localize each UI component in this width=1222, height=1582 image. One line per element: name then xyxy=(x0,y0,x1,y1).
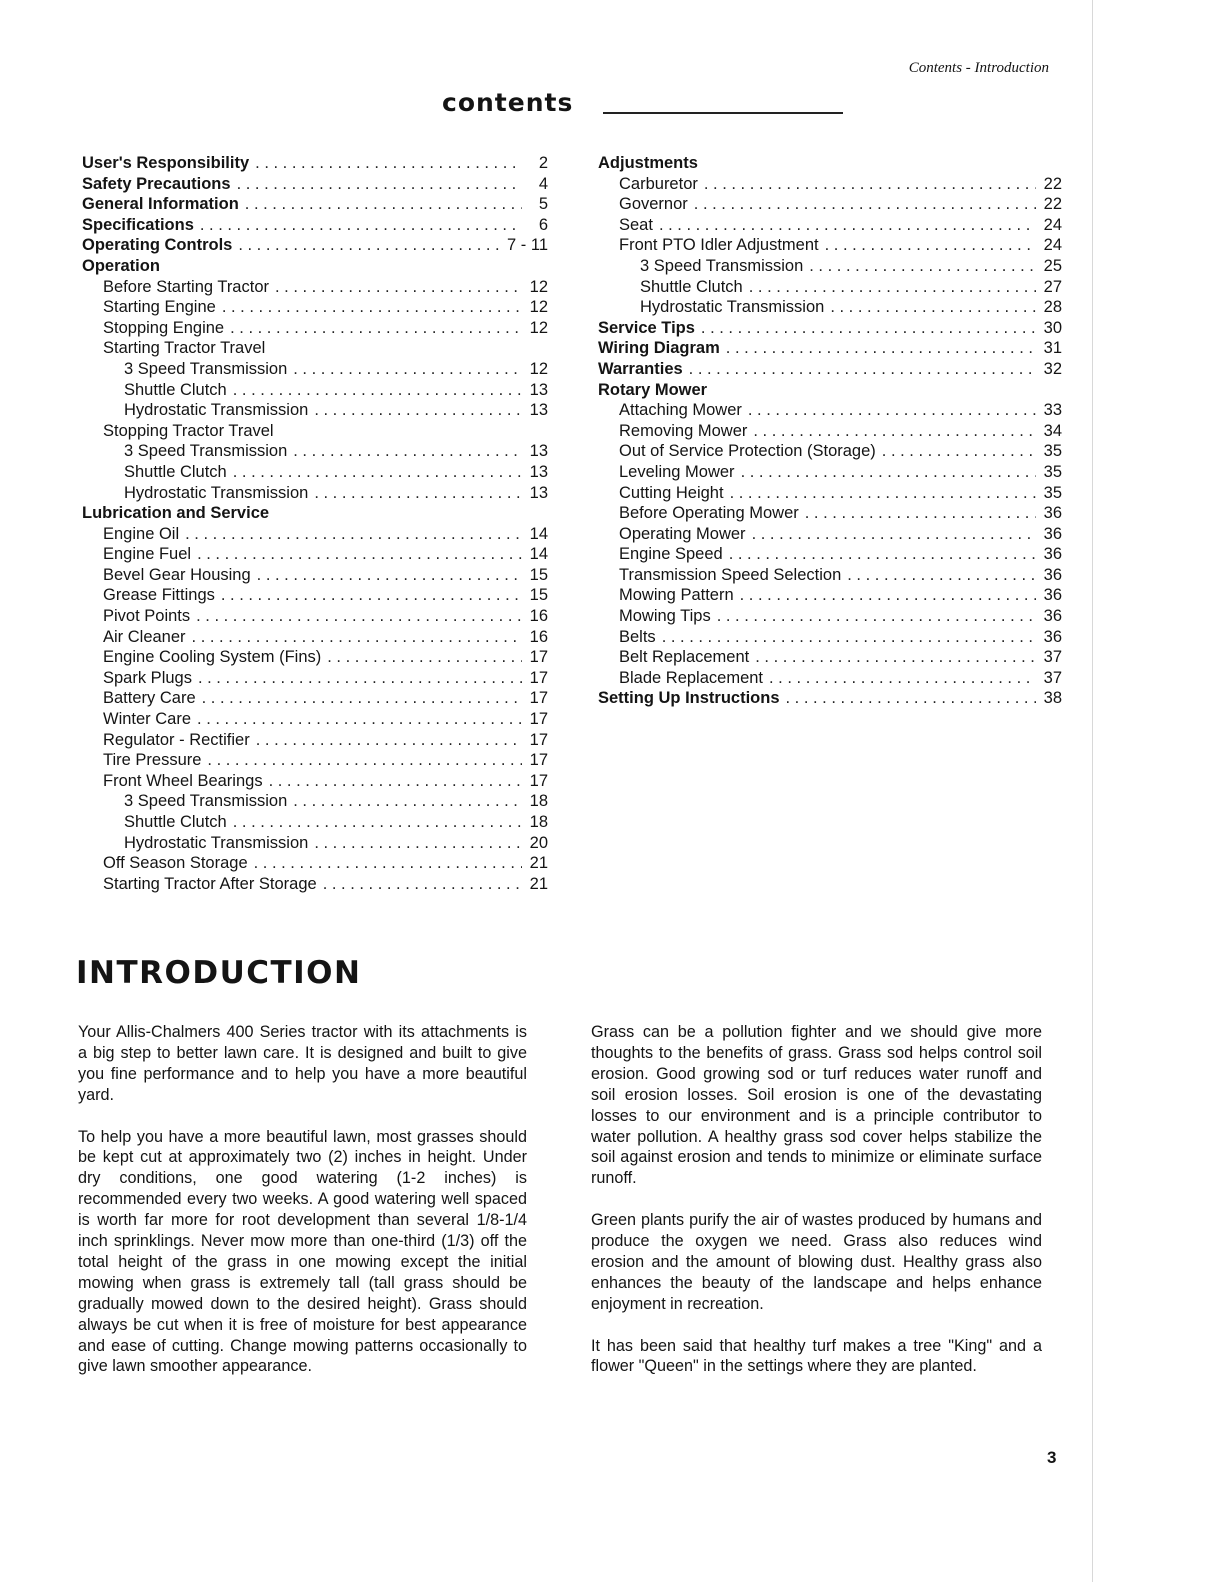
toc-entry xyxy=(598,235,1062,256)
toc-entry-title: Belt Replacement xyxy=(619,648,750,667)
toc-entry-title: Front PTO Idler Adjustment xyxy=(619,236,819,255)
toc-entry-page: 18 xyxy=(529,792,548,811)
toc-entry-page: 32 xyxy=(1043,359,1062,378)
toc-entry-title: General Information xyxy=(82,195,239,214)
toc-entry-page: 17 xyxy=(529,689,548,708)
toc-entry-title: 3 Speed Transmission xyxy=(640,256,804,275)
toc-entry-title: Hydrostatic Transmission xyxy=(124,483,309,502)
toc-entry-page: 36 xyxy=(1043,627,1062,646)
toc-entry-title: Removing Mower xyxy=(619,421,748,440)
toc-dot-leader xyxy=(233,380,522,401)
toc-entry xyxy=(82,524,548,545)
toc-entry-page: 36 xyxy=(1043,586,1062,605)
toc-dot-leader xyxy=(237,174,522,195)
toc-entry-title: Mowing Pattern xyxy=(619,586,734,605)
toc-entry-title: Governor xyxy=(619,195,688,214)
running-header: Contents - Introduction xyxy=(908,60,1049,76)
toc-entry xyxy=(82,627,548,648)
toc-entry-title: Rotary Mower xyxy=(598,380,708,399)
toc-entry-page: 30 xyxy=(1043,318,1062,337)
toc-entry-title: Warranties xyxy=(598,359,683,378)
toc-entry xyxy=(598,297,1062,318)
toc-dot-leader xyxy=(748,400,1036,421)
toc-entry xyxy=(82,318,548,339)
intro-paragraph: To help you have a more beautiful lawn, most grasses should be kept cut at approximately two (2) inches in height. Under dry conditions, one good watering (1-2 inches) is recommended every two weeks. A good watering well spaced is worth far more for root development than several 1/8-1/4 inch sprinklings. Never mow more than one-third (1/3) off the total height of the grass in one mowing except the initial mowing when grass is extremely tall (tall grass should be gradually mowed down to the desired height). Grass should always be cut when it is free of moisture for best appearance and ease of cutting. Change mowing patterns occasionally to give lawn smoother appearance. xyxy=(78,1127,527,1376)
toc-dot-leader xyxy=(254,853,522,874)
toc-dot-leader xyxy=(269,771,522,792)
toc-entry-page: 37 xyxy=(1043,668,1062,687)
toc-entry-page: 38 xyxy=(1043,689,1062,708)
toc-entry-page: 17 xyxy=(529,751,548,770)
toc-entry-page: 24 xyxy=(1043,215,1062,234)
toc-entry xyxy=(82,730,548,751)
toc-entry-page: 7 - 11 xyxy=(507,236,548,255)
toc-entry-page: 13 xyxy=(529,483,548,502)
toc-dot-leader xyxy=(830,297,1036,318)
toc-entry-page: 35 xyxy=(1043,483,1062,502)
toc-entry xyxy=(82,153,548,174)
toc-entry-page: 17 xyxy=(529,730,548,749)
toc-dot-leader xyxy=(749,277,1036,298)
toc-entry-title: Service Tips xyxy=(598,318,695,337)
toc-entry-title: Shuttle Clutch xyxy=(124,380,227,399)
toc-entry xyxy=(598,338,1062,359)
toc-entry xyxy=(82,215,548,236)
toc-entry xyxy=(82,235,548,256)
toc-entry-page: 17 xyxy=(529,668,548,687)
toc-dot-leader xyxy=(202,688,522,709)
toc-dot-leader xyxy=(230,318,522,339)
toc-entry-title: 3 Speed Transmission xyxy=(124,442,288,461)
toc-entry-title: Setting Up Instructions xyxy=(598,689,780,708)
toc-entry xyxy=(598,565,1062,586)
toc-entry-page: 15 xyxy=(529,586,548,605)
toc-dot-leader xyxy=(805,503,1036,524)
toc-entry-title: Engine Oil xyxy=(103,524,180,543)
toc-entry xyxy=(82,400,548,421)
toc-entry-title: Seat xyxy=(619,215,653,234)
toc-entry-title: User's Responsibility xyxy=(82,154,250,172)
toc-entry-title: Shuttle Clutch xyxy=(124,462,227,481)
toc-entry-page: 36 xyxy=(1043,607,1062,626)
toc-entry-title: Leveling Mower xyxy=(619,462,735,481)
intro-paragraph: Grass can be a pollution fighter and we should give more thoughts to the benefits of grass. Grass sod helps control soil erosion. Good growing sod or turf reduces water runoff and soil erosion losses. Soil erosion is one of the devastating losses to our environment and is a principle contributor to water pollution. A healthy grass sod cover helps stabilize the soil against erosion and tends to minimize or eliminate surface runoff. xyxy=(591,1023,1042,1188)
toc-entry-title: Lubrication and Service xyxy=(82,504,270,523)
toc-dot-leader xyxy=(197,544,522,565)
toc-dot-leader xyxy=(196,606,522,627)
toc-dot-leader xyxy=(717,606,1036,627)
toc-entry-page: 36 xyxy=(1043,524,1062,543)
toc-entry xyxy=(82,709,548,730)
toc-entry xyxy=(82,277,548,298)
toc-dot-leader xyxy=(222,297,522,318)
toc-entry-page: 12 xyxy=(529,277,548,296)
toc-entry-page: 12 xyxy=(529,359,548,378)
toc-dot-leader xyxy=(825,235,1036,256)
toc-entry-title: Stopping Engine xyxy=(103,318,225,337)
toc-entry-page: 36 xyxy=(1043,504,1062,523)
toc-entry-page: 31 xyxy=(1043,339,1062,358)
toc-entry-title: Tire Pressure xyxy=(103,751,202,770)
toc-entry xyxy=(598,256,1062,277)
toc-dot-leader xyxy=(726,338,1036,359)
toc-entry xyxy=(598,194,1062,215)
toc-entry-page: 33 xyxy=(1043,401,1062,420)
toc-entry xyxy=(82,174,548,195)
toc-dot-leader xyxy=(314,833,522,854)
toc-entry xyxy=(82,544,548,565)
toc-entry-page: 18 xyxy=(529,813,548,831)
toc-entry-title: Before Starting Tractor xyxy=(103,277,269,296)
toc-entry-title: Carburetor xyxy=(619,174,698,193)
toc-dot-leader xyxy=(197,709,522,730)
toc-entry-title: Before Operating Mower xyxy=(619,504,799,523)
toc-entry-title: Engine Speed xyxy=(619,545,723,564)
contents-title-rule xyxy=(603,112,843,114)
toc-entry xyxy=(82,791,548,812)
toc-entry-page: 28 xyxy=(1043,298,1062,317)
toc-dot-leader xyxy=(238,235,503,256)
toc-entry-title: Grease Fittings xyxy=(103,586,215,605)
toc-entry-title: Operating Controls xyxy=(82,236,233,255)
toc-entry-title: Starting Engine xyxy=(103,298,216,317)
toc-dot-leader xyxy=(221,585,522,606)
toc-entry xyxy=(82,503,548,524)
toc-entry-page: 34 xyxy=(1043,421,1062,440)
toc-entry-page: 12 xyxy=(529,318,548,337)
toc-entry-page: 17 xyxy=(529,771,548,790)
toc-entry-title: Regulator - Rectifier xyxy=(103,730,250,749)
toc-entry xyxy=(598,647,1062,668)
toc-entry xyxy=(82,771,548,792)
toc-entry xyxy=(598,421,1062,442)
toc-entry xyxy=(82,833,548,854)
toc-entry xyxy=(82,483,548,504)
toc-entry xyxy=(82,338,548,359)
toc-entry-page: 17 xyxy=(529,648,548,667)
toc-entry-title: Transmission Speed Selection xyxy=(619,565,842,584)
intro-right-column xyxy=(591,1022,1042,1398)
toc-entry-title: Air Cleaner xyxy=(103,627,186,646)
toc-left-column xyxy=(82,153,548,894)
intro-paragraph: Green plants purify the air of wastes produced by humans and produce the oxygen we need. Grass also reduces wind erosion and the amount of blowing dust. Healthy grass also enhances the beauty of the landscape and helps enhance enjoyment in recreation. xyxy=(591,1211,1042,1313)
toc-entry xyxy=(82,421,548,442)
intro-left-column xyxy=(78,1022,527,1398)
toc-entry xyxy=(82,359,548,380)
toc-entry-page: 16 xyxy=(529,627,548,646)
toc-dot-leader xyxy=(327,647,522,668)
toc-entry xyxy=(598,215,1062,236)
toc-entry-title: Stopping Tractor Travel xyxy=(103,421,274,440)
toc-entry xyxy=(598,277,1062,298)
toc-dot-leader xyxy=(755,647,1036,668)
toc-entry xyxy=(82,812,548,833)
toc-entry-title: Engine Cooling System (Fins) xyxy=(103,648,322,667)
toc-entry-title: Mowing Tips xyxy=(619,607,711,626)
toc-entry-title: 3 Speed Transmission xyxy=(124,359,288,378)
toc-entry xyxy=(82,750,548,771)
toc-dot-leader xyxy=(729,544,1036,565)
toc-dot-leader xyxy=(293,359,522,380)
page-edge-line xyxy=(1092,0,1093,1582)
toc-dot-leader xyxy=(257,565,522,586)
toc-entry-page: 14 xyxy=(529,524,548,543)
toc-dot-leader xyxy=(275,277,522,298)
toc-entry xyxy=(598,627,1062,648)
toc-right-column xyxy=(598,153,1062,709)
toc-entry-page: 14 xyxy=(529,545,548,564)
toc-entry-title: Operating Mower xyxy=(619,524,746,543)
toc-entry xyxy=(82,194,548,215)
toc-entry-title: Front Wheel Bearings xyxy=(103,771,263,790)
toc-entry xyxy=(598,462,1062,483)
toc-dot-leader xyxy=(701,318,1036,339)
toc-entry-page: 21 xyxy=(529,854,548,873)
toc-entry-title: Winter Care xyxy=(103,710,192,729)
toc-dot-leader xyxy=(741,462,1036,483)
toc-dot-leader xyxy=(786,688,1037,709)
toc-entry xyxy=(598,606,1062,627)
toc-entry-page: 36 xyxy=(1043,565,1062,584)
toc-dot-leader xyxy=(255,153,522,174)
toc-dot-leader xyxy=(314,400,522,421)
toc-entry xyxy=(82,565,548,586)
toc-entry-title: Hydrostatic Transmission xyxy=(124,833,309,852)
toc-entry xyxy=(598,318,1062,339)
toc-dot-leader xyxy=(704,174,1036,195)
toc-entry xyxy=(82,874,548,895)
toc-entry-title: 3 Speed Transmission xyxy=(124,792,288,811)
toc-entry-page: 27 xyxy=(1043,277,1062,296)
toc-entry xyxy=(598,483,1062,504)
toc-entry-page: 36 xyxy=(1043,545,1062,564)
toc-entry-page: 22 xyxy=(1043,174,1062,193)
toc-entry-title: Specifications xyxy=(82,215,194,234)
toc-entry xyxy=(598,441,1062,462)
toc-dot-leader xyxy=(198,668,522,689)
toc-entry-title: Adjustments xyxy=(598,154,698,172)
toc-dot-leader xyxy=(740,585,1036,606)
toc-entry-title: Hydrostatic Transmission xyxy=(640,298,825,317)
toc-entry-page: 13 xyxy=(529,401,548,420)
toc-entry-title: Safety Precautions xyxy=(82,174,231,193)
toc-dot-leader xyxy=(200,215,522,236)
toc-entry xyxy=(82,256,548,277)
toc-entry-page: 13 xyxy=(529,380,548,399)
toc-dot-leader xyxy=(689,359,1036,380)
page-number: 3 xyxy=(1047,1448,1057,1467)
toc-entry-title: Shuttle Clutch xyxy=(640,277,743,296)
toc-dot-leader xyxy=(809,256,1036,277)
toc-entry xyxy=(82,668,548,689)
toc-entry xyxy=(82,441,548,462)
toc-entry xyxy=(82,688,548,709)
toc-entry xyxy=(598,585,1062,606)
toc-entry-page: 25 xyxy=(1043,256,1062,275)
toc-entry-page: 16 xyxy=(529,607,548,626)
toc-dot-leader xyxy=(245,194,522,215)
toc-entry-title: Battery Care xyxy=(103,689,196,708)
toc-entry-page: 13 xyxy=(529,462,548,481)
toc-entry xyxy=(598,400,1062,421)
toc-entry-title: Cutting Height xyxy=(619,483,724,502)
toc-dot-leader xyxy=(185,524,522,545)
toc-dot-leader xyxy=(847,565,1036,586)
toc-entry-page: 21 xyxy=(529,874,548,893)
toc-dot-leader xyxy=(314,483,522,504)
toc-entry xyxy=(82,462,548,483)
toc-entry-title: Out of Service Protection (Storage) xyxy=(619,442,876,461)
toc-entry xyxy=(82,647,548,668)
toc-dot-leader xyxy=(659,215,1036,236)
toc-entry-title: Starting Tractor After Storage xyxy=(103,874,317,893)
toc-entry-title: Starting Tractor Travel xyxy=(103,339,266,358)
toc-entry xyxy=(598,524,1062,545)
toc-entry-page: 2 xyxy=(538,154,548,172)
toc-dot-leader xyxy=(730,483,1036,504)
toc-entry-page: 6 xyxy=(538,215,548,234)
toc-dot-leader xyxy=(256,730,522,751)
toc-entry xyxy=(598,380,1062,401)
toc-dot-leader xyxy=(233,812,522,833)
toc-dot-leader xyxy=(752,524,1036,545)
toc-entry xyxy=(82,853,548,874)
toc-dot-leader xyxy=(882,441,1036,462)
toc-dot-leader xyxy=(293,791,522,812)
toc-entry-page: 13 xyxy=(529,442,548,461)
toc-entry-title: Pivot Points xyxy=(103,607,191,626)
toc-entry xyxy=(82,606,548,627)
toc-entry-page: 17 xyxy=(529,710,548,729)
toc-entry xyxy=(598,174,1062,195)
toc-entry xyxy=(82,585,548,606)
toc-entry xyxy=(598,359,1062,380)
toc-entry-title: Hydrostatic Transmission xyxy=(124,401,309,420)
toc-dot-leader xyxy=(662,627,1036,648)
toc-entry-page: 22 xyxy=(1043,195,1062,214)
toc-entry xyxy=(598,668,1062,689)
introduction-heading: INTRODUCTION xyxy=(76,955,362,991)
toc-entry xyxy=(598,503,1062,524)
toc-dot-leader xyxy=(192,627,522,648)
toc-entry-title: Blade Replacement xyxy=(619,668,764,687)
contents-title: contents xyxy=(442,88,574,117)
toc-entry-page: 35 xyxy=(1043,442,1062,461)
toc-dot-leader xyxy=(323,874,522,895)
toc-dot-leader xyxy=(233,462,522,483)
toc-entry-title: Bevel Gear Housing xyxy=(103,565,251,584)
toc-entry-title: Engine Fuel xyxy=(103,545,192,564)
toc-entry-page: 37 xyxy=(1043,648,1062,667)
toc-entry-title: Attaching Mower xyxy=(619,401,742,420)
toc-entry-title: Off Season Storage xyxy=(103,854,248,873)
toc-entry-page: 35 xyxy=(1043,462,1062,481)
toc-entry-page: 5 xyxy=(538,195,548,214)
toc-entry-page: 12 xyxy=(529,298,548,317)
toc-entry-title: Operation xyxy=(82,256,160,275)
toc-dot-leader xyxy=(694,194,1036,215)
toc-dot-leader xyxy=(207,750,522,771)
toc-dot-leader xyxy=(769,668,1036,689)
toc-entry-title: Shuttle Clutch xyxy=(124,813,227,831)
toc-entry-title: Wiring Diagram xyxy=(598,339,720,358)
intro-paragraph: Your Allis-Chalmers 400 Series tractor with its attachments is a big step to better lawn care. It is designed and built to give you fine performance and to help you have a more beautiful yard. xyxy=(78,1023,527,1104)
toc-entry xyxy=(82,380,548,401)
toc-entry xyxy=(598,544,1062,565)
toc-entry-page: 24 xyxy=(1043,236,1062,255)
toc-dot-leader xyxy=(753,421,1036,442)
toc-entry-title: Spark Plugs xyxy=(103,668,192,687)
toc-entry xyxy=(82,297,548,318)
toc-entry xyxy=(598,688,1062,709)
toc-entry-title: Belts xyxy=(619,627,656,646)
toc-entry-page: 4 xyxy=(538,174,548,193)
toc-dot-leader xyxy=(293,441,522,462)
toc-entry-page: 20 xyxy=(529,833,548,852)
toc-entry xyxy=(598,153,1062,174)
intro-paragraph: It has been said that healthy turf makes a tree "King" and a flower "Queen" in the settings where they are planted. xyxy=(591,1336,1042,1376)
toc-entry-page: 15 xyxy=(529,565,548,584)
